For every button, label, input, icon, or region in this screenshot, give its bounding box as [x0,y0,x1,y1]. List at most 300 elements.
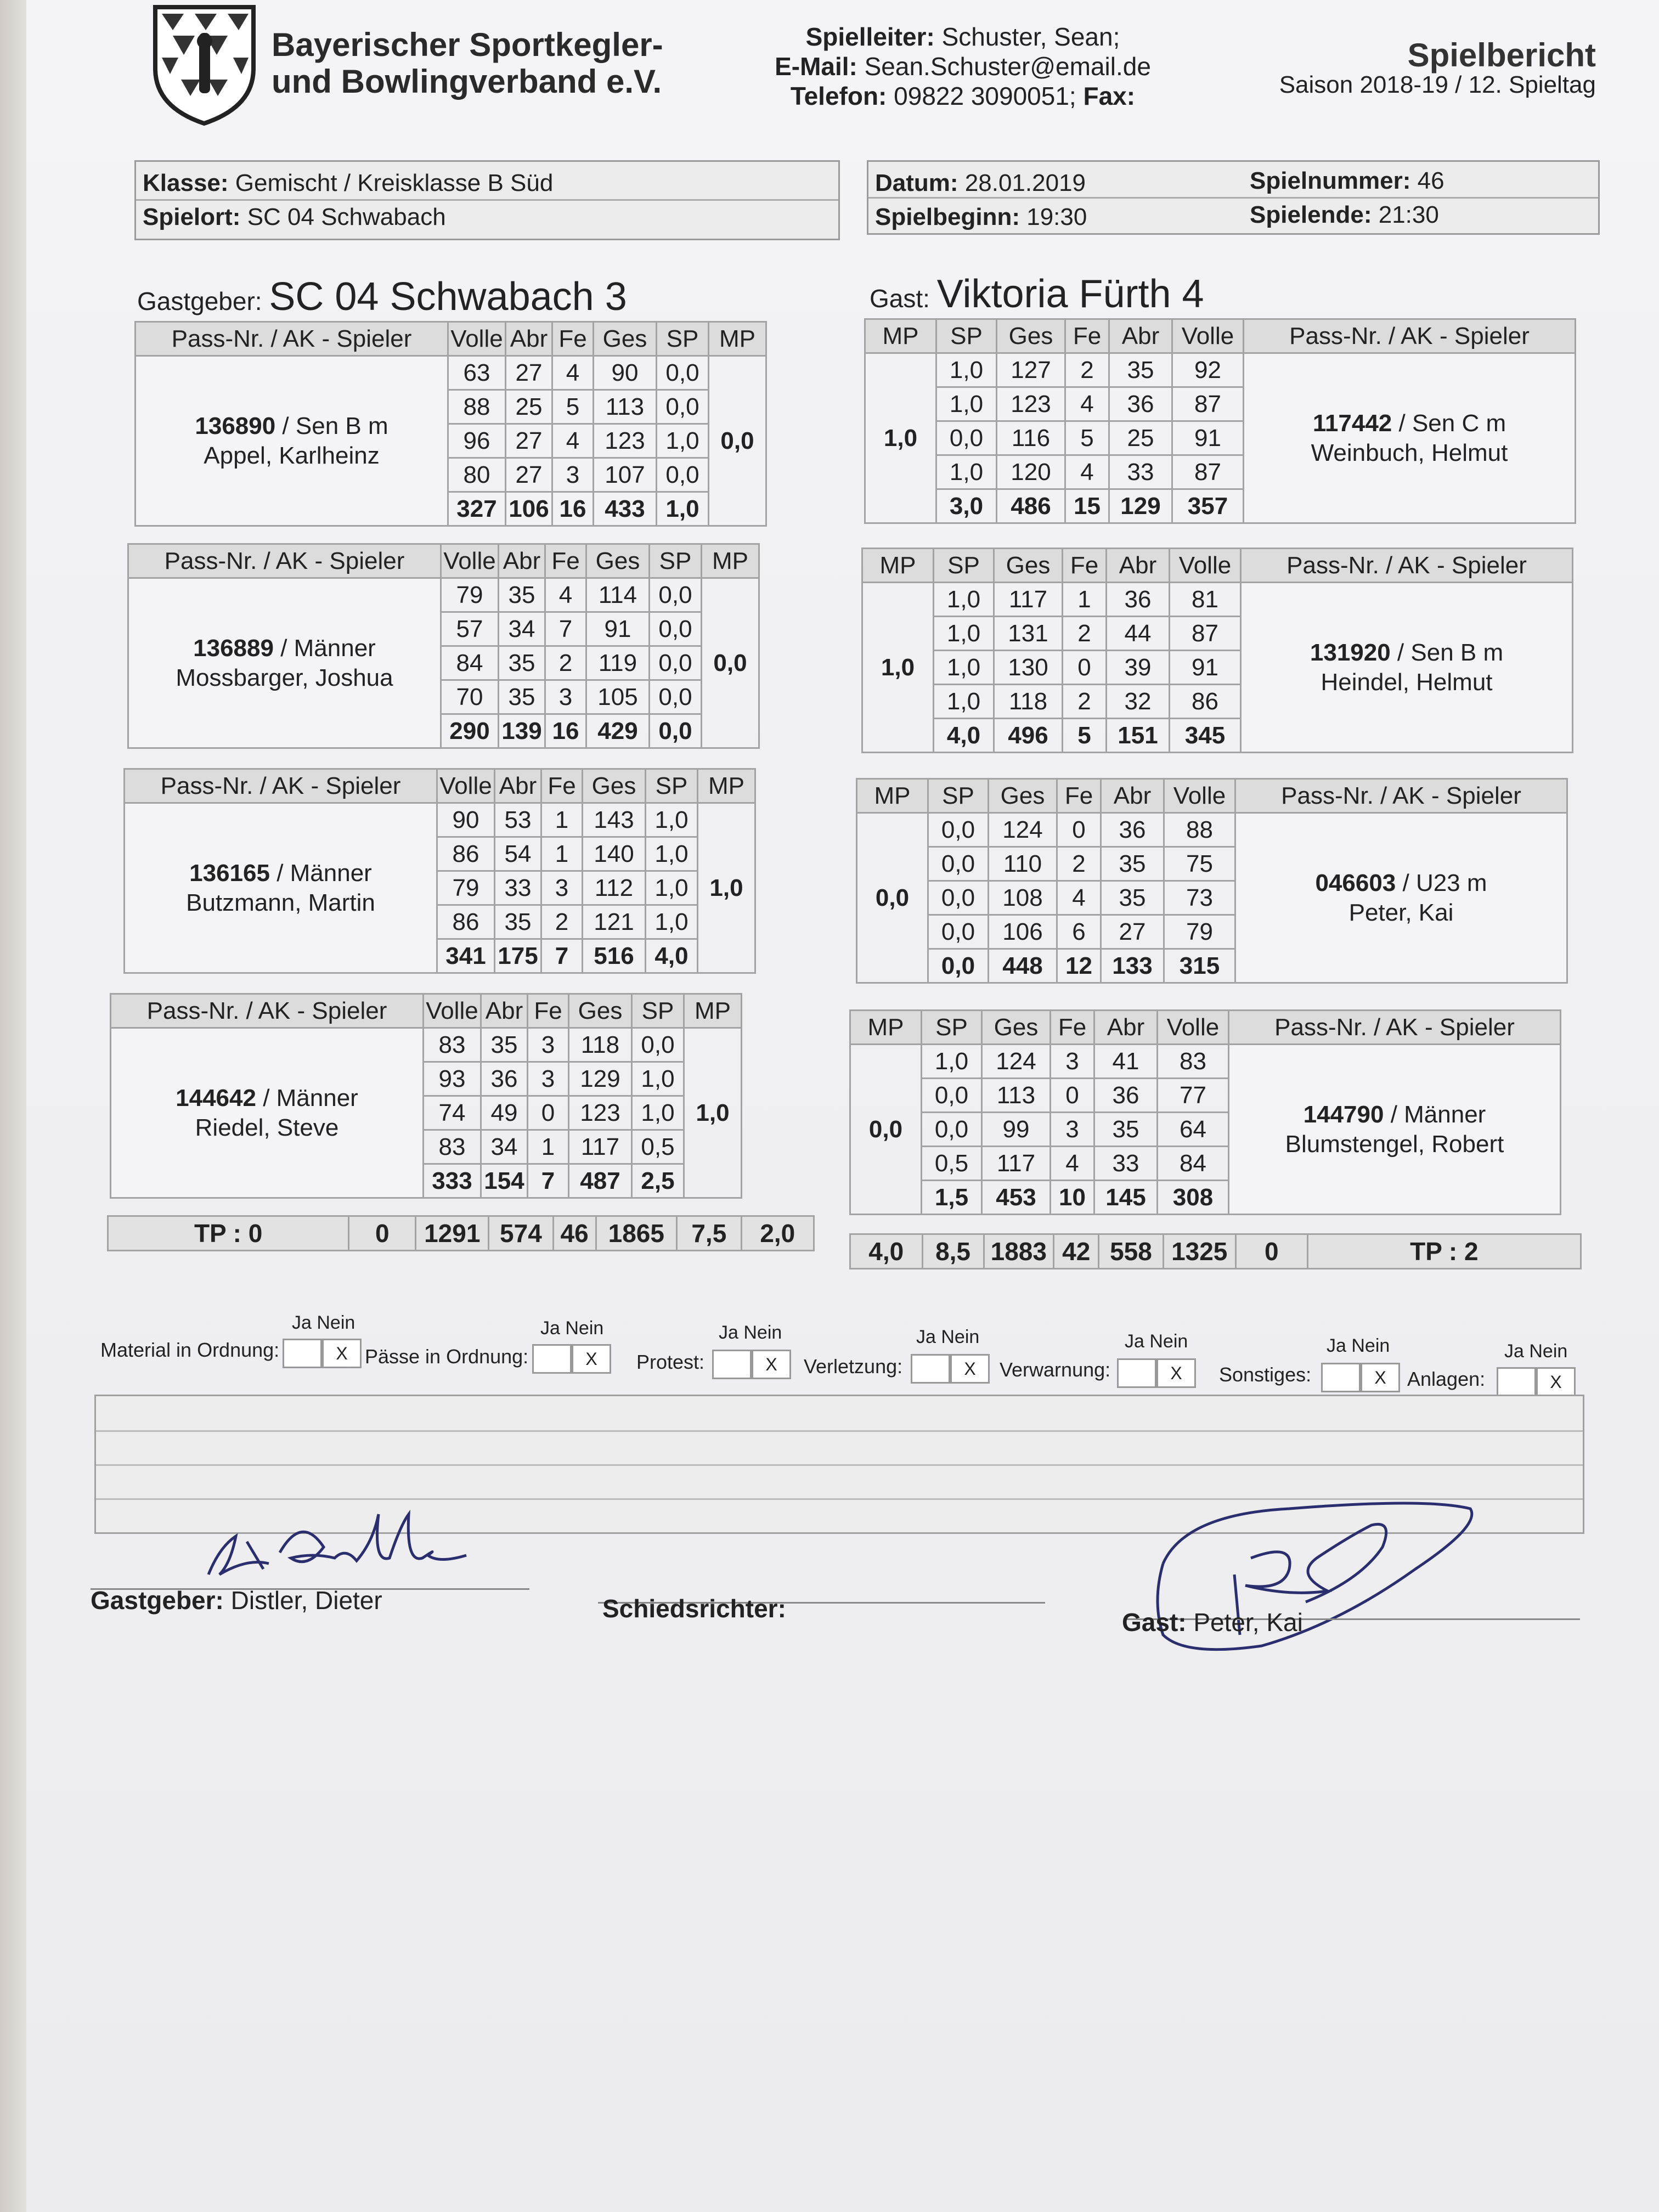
nein-checkbox[interactable]: X [1536,1367,1576,1397]
score-cell: 1,0 [934,617,994,651]
nein-checkbox[interactable]: X [950,1354,990,1384]
score-cell: 36 [481,1062,528,1096]
column-header: Abr [1107,549,1170,583]
score-cell: 433 [594,492,657,526]
player-cell: 131920 / Sen B m Heindel, Helmut [1241,583,1573,753]
score-cell: 0,0 [650,578,702,612]
match-point-cell: 1,0 [865,353,936,523]
season-info: Saison 2018-19 / 12. Spieltag [1279,71,1596,98]
match-time-box: Datum: 28.01.2019 Spielbeginn: 19:30 Spielnummer: 46 Spielende: 21:30 [867,160,1600,235]
score-cell: 117 [994,583,1063,617]
score-cell: 87 [1172,387,1244,421]
ja-nein-header: Ja Nein [916,1327,980,1347]
association-name: Bayerischer Sportkegler- und Bowlingverband e.V. [272,26,663,100]
score-cell: 110 [989,847,1057,881]
ja-checkbox[interactable] [1117,1358,1156,1388]
score-cell: 123 [594,424,657,458]
score-cell: 345 [1170,719,1241,753]
score-cell: 2 [1057,847,1101,881]
column-header: Ges [586,544,650,578]
score-cell: 0,0 [657,458,709,492]
score-cell: 114 [586,578,650,612]
score-cell: 1,0 [934,685,994,719]
column-header: SP [922,1011,982,1045]
score-cell: 0 [528,1096,569,1130]
score-cell: 2 [1065,353,1109,387]
score-cell: 39 [1107,651,1170,685]
total-cell: 7,5 [677,1216,742,1251]
score-cell: 341 [437,939,495,973]
score-cell: 86 [437,905,495,939]
ja-checkbox[interactable] [911,1354,950,1384]
score-cell: 308 [1158,1181,1229,1215]
total-cell: 0 [1235,1234,1307,1269]
guest-signer: Gast: Peter, Kai [1122,1608,1303,1637]
check-label: Pässe in Ordnung: [365,1345,529,1368]
score-cell: 139 [499,714,545,748]
nein-checkbox[interactable]: X [1361,1363,1400,1392]
score-cell: 54 [495,837,541,871]
score-cell: 27 [506,458,552,492]
score-cell: 41 [1094,1045,1158,1079]
ja-nein-header: Ja Nein [292,1312,356,1333]
score-cell: 7 [541,939,583,973]
score-cell: 0,0 [936,421,997,455]
column-header: MP [857,779,928,813]
score-cell: 117 [982,1147,1051,1181]
lane-row [857,813,1567,847]
score-cell: 0,0 [657,356,709,390]
column-header: Abr [481,994,528,1028]
score-cell: 0,0 [928,949,989,983]
lane-row [125,803,755,837]
score-cell: 2 [541,905,583,939]
score-cell: 112 [583,871,646,905]
column-header: Fe [1065,319,1109,353]
home-totals-row [107,1215,815,1251]
score-cell: 4 [1051,1147,1094,1181]
score-cell: 116 [997,421,1065,455]
score-cell: 49 [481,1096,528,1130]
total-cell: 42 [1054,1234,1099,1269]
guest-player-table [864,318,1576,524]
column-header: SP [934,549,994,583]
total-cell: 1865 [596,1216,677,1251]
column-header: SP [657,322,709,356]
score-cell: 84 [441,646,499,680]
score-cell: 1,0 [922,1045,982,1079]
column-header: SP [936,319,997,353]
score-cell: 4 [552,424,594,458]
score-cell: 36 [1094,1079,1158,1113]
lane-row [111,1028,742,1062]
score-cell: 73 [1164,881,1235,915]
page-title: Spielbericht [1407,37,1596,74]
column-header: Pass-Nr. / AK - Spieler [125,769,437,803]
score-cell: 105 [586,680,650,714]
score-cell: 129 [1109,489,1172,523]
score-cell: 0 [1051,1079,1094,1113]
score-cell: 1,0 [934,651,994,685]
score-cell: 113 [982,1079,1051,1113]
score-cell: 79 [441,578,499,612]
match-point-cell: 0,0 [850,1045,922,1215]
score-cell: 106 [506,492,552,526]
total-cell: 0 [349,1216,416,1251]
ja-nein-header: Ja Nein [1327,1335,1390,1356]
score-cell: 88 [1164,813,1235,847]
score-cell: 127 [997,353,1065,387]
header-row [850,1011,1561,1045]
column-header: Volle [424,994,481,1028]
column-header: MP [684,994,742,1028]
column-header: MP [698,769,755,803]
ja-nein-header: Ja Nein [540,1318,604,1339]
score-cell: 33 [1094,1147,1158,1181]
score-cell: 36 [1109,387,1172,421]
score-cell: 7 [528,1164,569,1198]
nein-checkbox[interactable]: X [752,1350,791,1379]
score-cell: 57 [441,612,499,646]
score-cell: 10 [1051,1181,1094,1215]
score-cell: 3 [1051,1113,1094,1147]
score-cell: 357 [1172,489,1244,523]
score-cell: 119 [586,646,650,680]
ja-checkbox[interactable] [712,1350,752,1379]
score-cell: 121 [583,905,646,939]
score-cell: 64 [1158,1113,1229,1147]
score-cell: 2 [1063,617,1107,651]
score-cell: 0,0 [928,881,989,915]
match-point-cell: 1,0 [862,583,934,753]
check-label: Material in Ordnung: [100,1339,280,1361]
score-cell: 35 [1101,881,1164,915]
score-cell: 36 [1107,583,1170,617]
column-header: Ges [594,322,657,356]
column-header: SP [646,769,698,803]
score-cell: 175 [495,939,541,973]
score-cell: 91 [1170,651,1241,685]
score-cell: 86 [437,837,495,871]
host-signer: Gastgeber: Distler, Dieter [91,1586,382,1615]
score-cell: 3,0 [936,489,997,523]
column-header: Fe [1057,779,1101,813]
score-cell: 35 [481,1028,528,1062]
score-cell: 96 [448,424,506,458]
score-cell: 4 [545,578,586,612]
score-cell: 0,0 [922,1113,982,1147]
score-cell: 117 [569,1130,632,1164]
lane-row [850,1045,1561,1079]
header-row [136,322,766,356]
score-cell: 88 [448,390,506,424]
check-label: Protest: [636,1351,705,1373]
score-cell: 333 [424,1164,481,1198]
total-cell: 574 [489,1216,554,1251]
nein-checkbox[interactable]: X [322,1339,362,1368]
score-cell: 1,0 [646,837,698,871]
score-cell: 27 [506,424,552,458]
score-cell: 16 [552,492,594,526]
score-cell: 429 [586,714,650,748]
score-cell: 130 [994,651,1063,685]
score-cell: 87 [1170,617,1241,651]
home-player-table [127,543,760,749]
column-header: Abr [499,544,545,578]
score-cell: 16 [545,714,586,748]
score-cell: 106 [989,915,1057,949]
column-header: Fe [545,544,586,578]
column-header: SP [928,779,989,813]
score-cell: 70 [441,680,499,714]
score-cell: 33 [495,871,541,905]
score-cell: 107 [594,458,657,492]
column-header: Ges [569,994,632,1028]
score-cell: 123 [569,1096,632,1130]
score-cell: 0,0 [632,1028,684,1062]
score-cell: 34 [481,1130,528,1164]
ja-checkbox[interactable] [1321,1363,1361,1392]
score-cell: 4,0 [934,719,994,753]
guest-totals-row [849,1233,1582,1269]
total-cell: 2,0 [741,1216,814,1251]
column-header: MP [709,322,766,356]
score-cell: 448 [989,949,1057,983]
score-cell: 0,5 [922,1147,982,1181]
score-cell: 486 [997,489,1065,523]
lane-row [862,583,1573,617]
score-cell: 27 [1101,915,1164,949]
match-point-cell: 1,0 [698,803,755,973]
ja-checkbox[interactable] [283,1339,322,1368]
score-cell: 75 [1164,847,1235,881]
score-cell: 35 [499,578,545,612]
ja-nein-header: Ja Nein [1504,1341,1568,1362]
total-cell: 1325 [1163,1234,1235,1269]
score-cell: 35 [499,646,545,680]
score-cell: 15 [1065,489,1109,523]
column-header: MP [862,549,934,583]
score-cell: 327 [448,492,506,526]
total-cell: 558 [1099,1234,1163,1269]
ja-nein-header: Ja Nein [719,1322,782,1343]
score-cell: 74 [424,1096,481,1130]
score-cell: 0,5 [632,1130,684,1164]
score-cell: 1,0 [632,1096,684,1130]
association-logo [151,3,258,126]
check-label: Verletzung: [804,1355,903,1378]
score-cell: 81 [1170,583,1241,617]
score-cell: 12 [1057,949,1101,983]
lane-row [865,353,1576,387]
lane-row [136,356,766,390]
score-cell: 1,5 [922,1181,982,1215]
score-cell: 1 [528,1130,569,1164]
column-header: Pass-Nr. / AK - Spieler [1241,549,1573,583]
score-cell: 7 [545,612,586,646]
score-cell: 91 [1172,421,1244,455]
column-header: SP [650,544,702,578]
match-point-cell: 0,0 [709,356,766,526]
score-cell: 90 [437,803,495,837]
player-cell: 136165 / Männer Butzmann, Martin [125,803,437,973]
score-cell: 79 [1164,915,1235,949]
score-cell: 0,0 [650,714,702,748]
match-point-cell: 1,0 [684,1028,742,1198]
column-header: Ges [997,319,1065,353]
score-cell: 108 [989,881,1057,915]
column-header: Pass-Nr. / AK - Spieler [111,994,424,1028]
score-cell: 44 [1107,617,1170,651]
score-cell: 1,0 [657,492,709,526]
score-cell: 453 [982,1181,1051,1215]
total-cell: TP : 2 [1307,1234,1581,1269]
score-cell: 83 [1158,1045,1229,1079]
column-header: Ges [982,1011,1051,1045]
score-cell: 1,0 [934,583,994,617]
player-cell: 144642 / Männer Riedel, Steve [111,1028,424,1198]
score-cell: 487 [569,1164,632,1198]
nein-checkbox[interactable]: X [572,1344,611,1374]
score-cell: 2,5 [632,1164,684,1198]
score-cell: 0,0 [650,680,702,714]
column-header: Abr [506,322,552,356]
match-class-box: Klasse: Gemischt / Kreisklasse B Süd Spielort: SC 04 Schwabach [134,160,840,240]
column-header: Volle [448,322,506,356]
score-cell: 4 [1065,455,1109,489]
score-cell: 2 [1063,685,1107,719]
column-header: Ges [989,779,1057,813]
score-cell: 5 [1065,421,1109,455]
score-cell: 83 [424,1028,481,1062]
score-cell: 25 [506,390,552,424]
score-cell: 3 [552,458,594,492]
score-cell: 93 [424,1062,481,1096]
score-cell: 53 [495,803,541,837]
column-header: Volle [441,544,499,578]
score-cell: 1,0 [936,387,997,421]
score-cell: 118 [994,685,1063,719]
score-cell: 120 [997,455,1065,489]
score-cell: 77 [1158,1079,1229,1113]
ja-checkbox[interactable] [1497,1367,1536,1397]
score-cell: 92 [1172,353,1244,387]
column-header: Abr [495,769,541,803]
score-cell: 80 [448,458,506,492]
score-cell: 91 [586,612,650,646]
score-cell: 0,0 [928,915,989,949]
score-cell: 3 [541,871,583,905]
score-cell: 315 [1164,949,1235,983]
score-cell: 151 [1107,719,1170,753]
ja-nein-header: Ja Nein [1125,1331,1188,1352]
score-cell: 113 [594,390,657,424]
score-cell: 63 [448,356,506,390]
score-cell: 84 [1158,1147,1229,1181]
total-cell: 4,0 [850,1234,923,1269]
player-cell: 136889 / Männer Mossbarger, Joshua [128,578,441,748]
score-cell: 140 [583,837,646,871]
score-cell: 35 [1101,847,1164,881]
score-cell: 133 [1101,949,1164,983]
column-header: Fe [1063,549,1107,583]
column-header: Pass-Nr. / AK - Spieler [1235,779,1567,813]
score-cell: 145 [1094,1181,1158,1215]
score-cell: 5 [1063,719,1107,753]
score-cell: 0,0 [657,390,709,424]
score-cell: 4,0 [646,939,698,973]
score-cell: 1,0 [936,455,997,489]
score-cell: 129 [569,1062,632,1096]
score-cell: 0,0 [922,1079,982,1113]
column-header: Fe [1051,1011,1094,1045]
home-player-table [134,321,767,527]
score-cell: 34 [499,612,545,646]
score-cell: 5 [552,390,594,424]
guest-player-table [849,1009,1561,1215]
score-cell: 4 [1057,881,1101,915]
header-row [857,779,1567,813]
column-header: Abr [1109,319,1172,353]
home-player-table [110,993,742,1199]
player-cell: 117442 / Sen C m Weinbuch, Helmut [1244,353,1576,523]
score-cell: 86 [1170,685,1241,719]
score-cell: 0 [1063,651,1107,685]
match-point-cell: 0,0 [702,578,759,748]
header-row [862,549,1573,583]
header-row [125,769,755,803]
column-header: MP [702,544,759,578]
column-header: Volle [1170,549,1241,583]
score-cell: 25 [1109,421,1172,455]
score-cell: 123 [997,387,1065,421]
guest-player-table [856,778,1568,984]
score-cell: 3 [1051,1045,1094,1079]
column-header: Fe [552,322,594,356]
total-cell: 1291 [416,1216,489,1251]
column-header: Pass-Nr. / AK - Spieler [128,544,441,578]
header-row [111,994,742,1028]
column-header: Ges [583,769,646,803]
score-cell: 32 [1107,685,1170,719]
column-header: Abr [1094,1011,1158,1045]
score-cell: 35 [1094,1113,1158,1147]
score-cell: 1 [541,803,583,837]
score-cell: 496 [994,719,1063,753]
score-cell: 0,0 [928,847,989,881]
total-cell: 46 [553,1216,596,1251]
referee-label: Schiedsrichter: [602,1594,786,1623]
score-cell: 1,0 [657,424,709,458]
score-cell: 124 [982,1045,1051,1079]
score-cell: 3 [528,1028,569,1062]
score-cell: 1,0 [646,905,698,939]
column-header: Fe [541,769,583,803]
column-header: Volle [437,769,495,803]
player-cell: 136890 / Sen B m Appel, Karlheinz [136,356,448,526]
score-cell: 27 [506,356,552,390]
match-point-cell: 0,0 [857,813,928,983]
score-cell: 35 [495,905,541,939]
nein-checkbox[interactable]: X [1156,1358,1196,1388]
column-header: MP [850,1011,922,1045]
column-header: Pass-Nr. / AK - Spieler [136,322,448,356]
column-header: Fe [528,994,569,1028]
header-row [128,544,759,578]
score-cell: 79 [437,871,495,905]
ja-checkbox[interactable] [532,1344,572,1374]
score-cell: 0,0 [650,646,702,680]
